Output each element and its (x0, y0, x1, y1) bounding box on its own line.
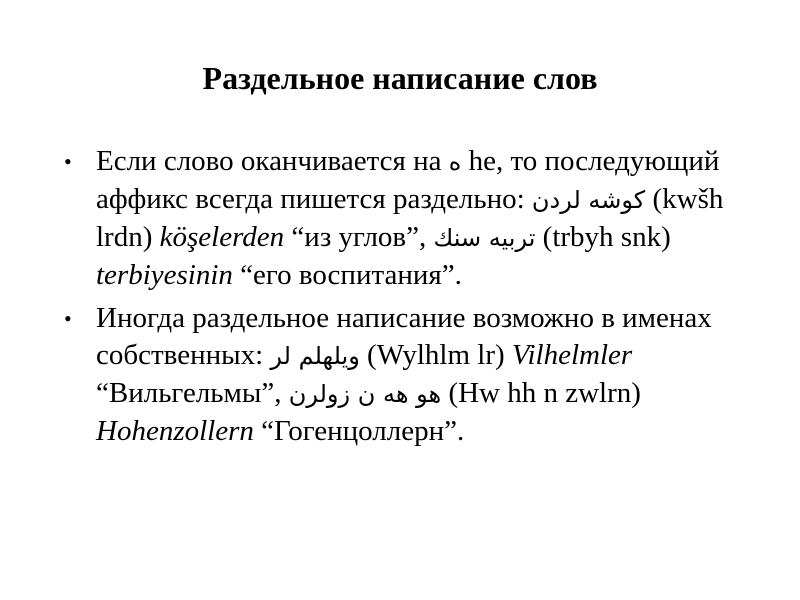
translation: “из углов”, (284, 221, 434, 253)
arabic-word-hohenzollern: هو هه ن زولرن (288, 380, 442, 408)
bullet-item-final-he (62, 143, 752, 294)
transliteration: (Wylhlm lr) (359, 339, 512, 371)
slide-title: Раздельное написание слов (202, 60, 598, 96)
translation: “Гогенцоллерн”. (253, 415, 465, 447)
transliteration: (kwšh lrdn) (96, 183, 724, 253)
arabic-word-vilhelmler: ويلهلم لر (270, 342, 360, 370)
bullet-list (62, 143, 752, 456)
turkish-word: terbiyesinin (96, 259, 233, 291)
translation: “Вильгельмы”, (96, 377, 289, 409)
turkish-word: köşelerden (159, 221, 285, 253)
arabic-word-terbiyesinin: تربيه سنك (433, 224, 536, 252)
bullet-text: Если слово оканчивается на (96, 145, 449, 177)
bullet-text: Иногда раздельное написание возможно в именах собственных: (96, 302, 712, 371)
arabic-letter-he: ه (448, 148, 462, 176)
turkish-word: Vilhelmler (511, 339, 633, 371)
turkish-word: Hohenzollern (96, 415, 254, 447)
bullet-item-proper-names (62, 300, 752, 450)
translation: “его воспитания”. (232, 259, 462, 291)
transliteration: (Hw hh n zwlrn) (441, 377, 641, 409)
bullet-text: he, то последующий аффикс всегда пишется раздельно: (96, 145, 720, 215)
bullet-marker: • (64, 306, 72, 331)
bullet-marker: • (64, 149, 72, 174)
arabic-word-koselerden: كوشه لردن (531, 186, 646, 214)
transliteration: (trbyh snk) (535, 221, 671, 253)
